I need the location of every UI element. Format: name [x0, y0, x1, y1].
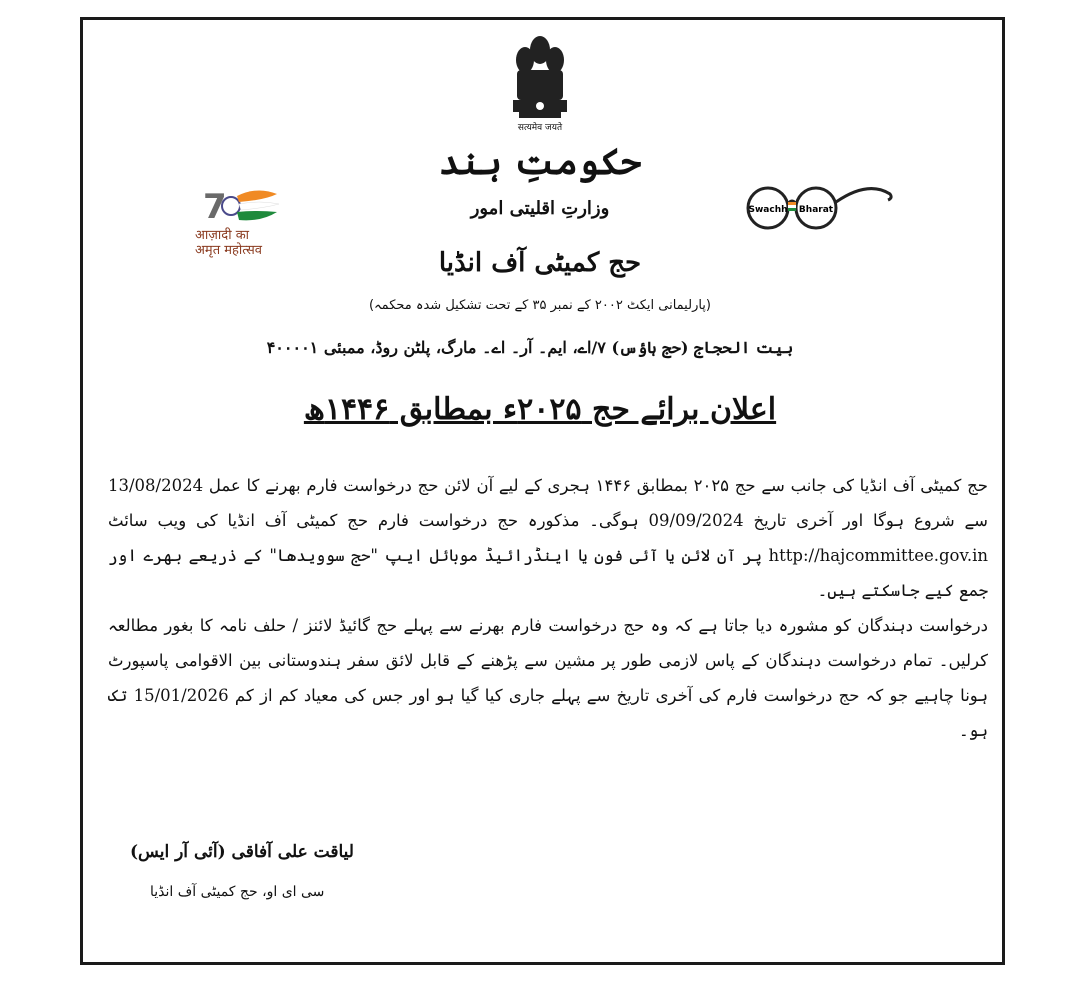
address-line: بیت الحجاج (حج ہاؤس) ۷/اے، ایم۔ آر۔ اے۔ مارگ، پلٹن روڈ، ممبئی ۴۰۰۰۰۱	[266, 338, 794, 357]
emblem-motto: सत्यमेव जयते	[517, 123, 563, 133]
azadi-75-icon	[195, 182, 295, 230]
government-title: حکومتِ ہند	[438, 141, 642, 183]
azadi-line2: अमृत महोत्सव	[195, 243, 263, 258]
committee-title: حج کمیٹی آف انڈیا	[438, 248, 642, 278]
swachh-left-text: Swachh	[748, 205, 788, 215]
signatory-title: سی ای او، حج کمیٹی آف انڈیا	[150, 884, 325, 900]
paragraph-1: حج کمیٹی آف انڈیا کی جانب سے حج ۲۰۲۵ بمطابق ۱۴۴۶ ہجری کے لیے آن لائن حج درخواست فارم بھرنے کا عمل 13/08/2024 سے شروع ہوگا اور آخری تاریخ 09/09/2024 ہوگی۔ مذکورہ حج درخواست فارم حج کمیٹی آف انڈیا کی ویب سائٹ http://hajcommittee.gov.in پر آن لائن یا آئی فون یا اینڈرائیڈ موبائل ایپ "حج سوویدھا" کے ذریعے بھرے اور جمع کیے جاسکتے ہیں۔	[108, 476, 988, 600]
swachh-right-text: Bharat	[798, 205, 834, 215]
announcement-title: اعلان برائے حج ۲۰۲۵ء بمطابق ۱۴۴۶ھ	[303, 392, 777, 427]
azadi-line1: आज़ादी का	[195, 228, 250, 243]
azadi-ka-amrit-mahotsav-logo	[195, 182, 295, 262]
notice-body	[108, 468, 988, 748]
paragraph-2: درخواست دہندگان کو مشورہ دیا جاتا ہے کہ وہ حج درخواست فارم بھرنے سے پہلے حج گائیڈ لائنز / حلف نامہ کا بغور مطالعہ کرلیں۔ تمام درخواست دہندگان کے پاس لازمی طور پر مشین سے پڑھنے کے قابل لائق سفر ہندوستانی بین الاقوامی پاسپورٹ ہونا چاہیے جو کہ حج درخواست فارم کی آخری تاریخ سے پہلے جاری کیا گیا ہو اور جس کی معیاد کم از کم 15/01/2026 تک ہو۔	[108, 616, 988, 740]
ministry-title: وزارتِ اقلیتی امور	[470, 198, 610, 219]
act-note: (پارلیمانی ایکٹ ۲۰۰۲ کے نمبر ۳۵ کے تحت تشکیل شدہ محکمہ)	[368, 298, 711, 313]
national-emblem-icon	[505, 30, 575, 130]
swachh-bharat-glasses-icon	[738, 178, 898, 238]
svg-text:7: 7	[203, 187, 227, 227]
signatory-name: لیاقت علی آفاقی (آئی آر ایس)	[130, 842, 354, 862]
